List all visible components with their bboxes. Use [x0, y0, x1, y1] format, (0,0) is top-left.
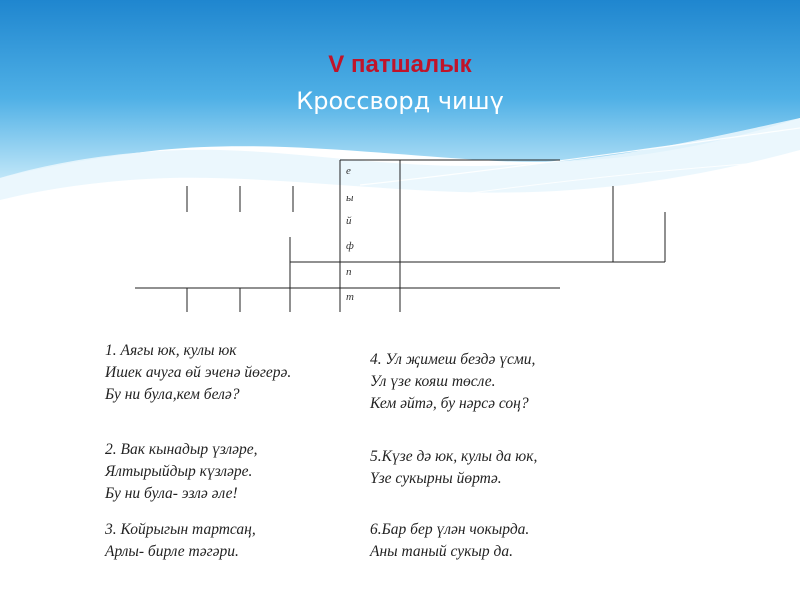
riddle-line: 3. Койрыгын тартсаң,: [105, 521, 256, 538]
crossword-letter: ы: [346, 192, 354, 204]
riddle-line: 5.Күзе дә юк, кулы да юк,: [370, 448, 538, 465]
crossword-letter: т: [346, 291, 354, 303]
crossword-letter: п: [346, 266, 352, 278]
riddle-line: Үзе сукырны йөртә.: [370, 470, 502, 487]
slide-title: V патшалык: [328, 51, 472, 78]
crossword-letter: ф: [346, 240, 354, 252]
riddle-line: Бу ни була- эзлә әле!: [105, 485, 238, 502]
riddle-line: Аны таный сукыр да.: [370, 543, 513, 560]
riddle-line: Арлы- бирле тәгәри.: [105, 543, 239, 560]
riddle-line: Ул үзе кояш төсле.: [370, 373, 496, 390]
riddle-2: [105, 439, 258, 505]
riddle-line: Кем әйтә, бу нәрсә соң?: [370, 395, 529, 412]
riddle-3: [105, 519, 256, 563]
riddle-line: 2. Вак кынадыр үзләре,: [105, 441, 258, 458]
riddle-line: 6.Бар бер үлән чокырда.: [370, 521, 530, 538]
riddle-4: [370, 349, 535, 415]
riddle-line: Ишек ачуга өй эченә йөгерә.: [105, 364, 292, 381]
riddle-6: [370, 519, 529, 563]
crossword-letter: й: [346, 215, 352, 227]
riddle-line: 4. Ул җимеш бездә үсми,: [370, 351, 536, 368]
riddle-5: [370, 446, 537, 490]
riddle-line: 1. Аягы юк, кулы юк: [105, 342, 237, 359]
riddle-1: [105, 340, 291, 406]
riddle-line: Бу ни була,кем белә?: [105, 386, 240, 403]
crossword-letter: е: [346, 165, 351, 177]
slide-subtitle: Кроссворд чишү: [296, 87, 504, 115]
riddle-line: Ялтырыйдыр күзләре.: [105, 463, 253, 480]
